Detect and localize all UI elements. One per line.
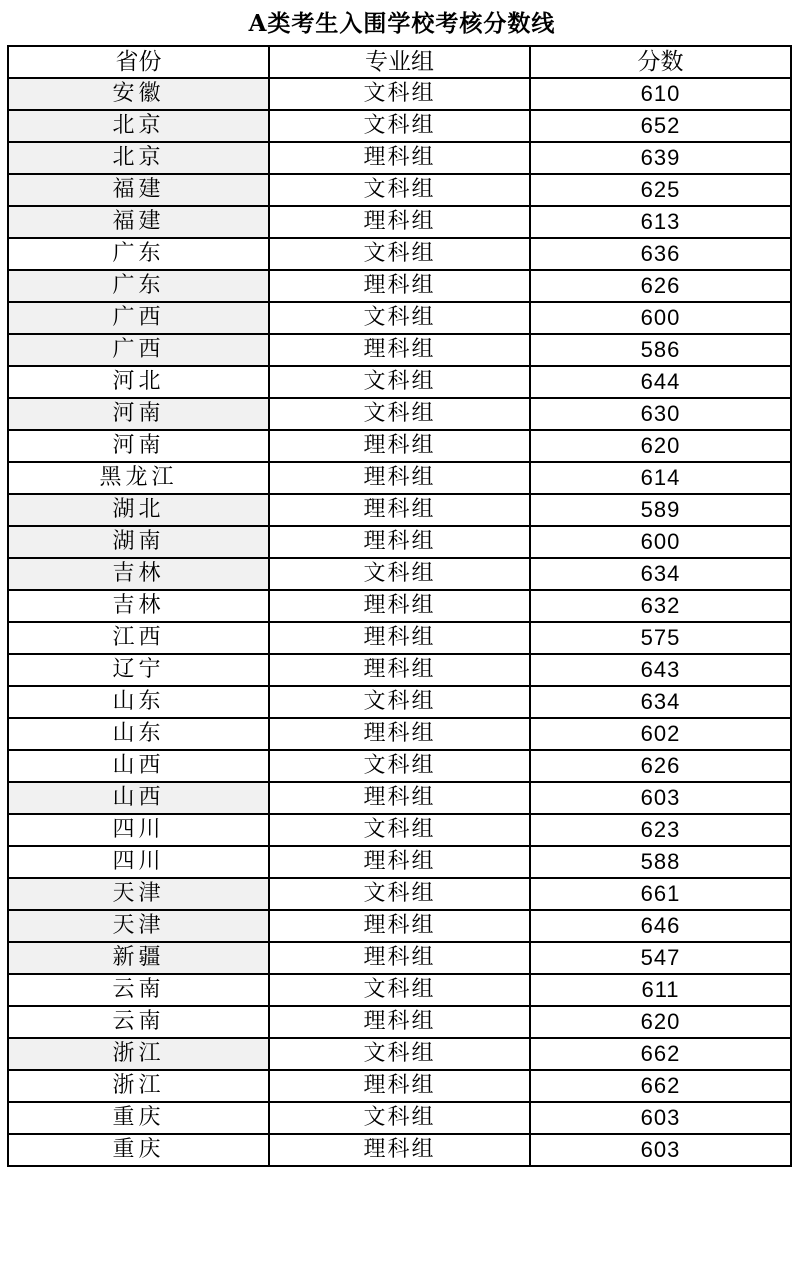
province-cell: 广东 bbox=[8, 238, 269, 270]
province-cell: 浙江 bbox=[8, 1070, 269, 1102]
score-cell: 626 bbox=[530, 750, 791, 782]
table-row bbox=[8, 1038, 791, 1070]
table-row bbox=[8, 590, 791, 622]
score-cell: 603 bbox=[530, 1134, 791, 1166]
table-row bbox=[8, 654, 791, 686]
group-cell: 文科组 bbox=[269, 974, 530, 1006]
group-cell: 理科组 bbox=[269, 270, 530, 302]
table-row bbox=[8, 238, 791, 270]
table-row bbox=[8, 110, 791, 142]
table-row bbox=[8, 526, 791, 558]
group-cell: 文科组 bbox=[269, 238, 530, 270]
score-cell: 586 bbox=[530, 334, 791, 366]
score-cell: 588 bbox=[530, 846, 791, 878]
table-row bbox=[8, 878, 791, 910]
province-cell: 广东 bbox=[8, 270, 269, 302]
table-row bbox=[8, 814, 791, 846]
table-row bbox=[8, 494, 791, 526]
table-body bbox=[8, 78, 791, 1166]
province-cell: 吉林 bbox=[8, 590, 269, 622]
province-cell: 广西 bbox=[8, 334, 269, 366]
table-row bbox=[8, 270, 791, 302]
score-cell: 662 bbox=[530, 1070, 791, 1102]
table-row bbox=[8, 910, 791, 942]
group-cell: 文科组 bbox=[269, 366, 530, 398]
table-row bbox=[8, 142, 791, 174]
group-cell: 理科组 bbox=[269, 590, 530, 622]
score-cell: 600 bbox=[530, 526, 791, 558]
table-row bbox=[8, 1006, 791, 1038]
province-cell: 福建 bbox=[8, 206, 269, 238]
table-row bbox=[8, 462, 791, 494]
province-cell: 湖北 bbox=[8, 494, 269, 526]
group-cell: 文科组 bbox=[269, 110, 530, 142]
group-cell: 文科组 bbox=[269, 878, 530, 910]
table-row bbox=[8, 398, 791, 430]
score-cell: 634 bbox=[530, 558, 791, 590]
group-cell: 文科组 bbox=[269, 398, 530, 430]
province-cell: 山东 bbox=[8, 718, 269, 750]
group-cell: 理科组 bbox=[269, 206, 530, 238]
province-cell: 湖南 bbox=[8, 526, 269, 558]
province-cell: 天津 bbox=[8, 910, 269, 942]
group-cell: 理科组 bbox=[269, 142, 530, 174]
group-cell: 文科组 bbox=[269, 750, 530, 782]
score-cell: 602 bbox=[530, 718, 791, 750]
table-row bbox=[8, 686, 791, 718]
header-group: 专业组 bbox=[269, 46, 530, 78]
table-row bbox=[8, 1070, 791, 1102]
score-cell: 575 bbox=[530, 622, 791, 654]
group-cell: 理科组 bbox=[269, 1006, 530, 1038]
province-cell: 北京 bbox=[8, 110, 269, 142]
score-cell: 644 bbox=[530, 366, 791, 398]
table-row bbox=[8, 622, 791, 654]
table-row bbox=[8, 174, 791, 206]
score-cell: 614 bbox=[530, 462, 791, 494]
group-cell: 理科组 bbox=[269, 1134, 530, 1166]
group-cell: 理科组 bbox=[269, 846, 530, 878]
table-row bbox=[8, 334, 791, 366]
table-row bbox=[8, 430, 791, 462]
page-title: A类考生入围学校考核分数线 bbox=[248, 10, 556, 37]
score-cell: 626 bbox=[530, 270, 791, 302]
province-cell: 辽宁 bbox=[8, 654, 269, 686]
province-cell: 云南 bbox=[8, 974, 269, 1006]
group-cell: 理科组 bbox=[269, 718, 530, 750]
score-cell: 643 bbox=[530, 654, 791, 686]
score-cell: 652 bbox=[530, 110, 791, 142]
group-cell: 文科组 bbox=[269, 302, 530, 334]
score-cell: 639 bbox=[530, 142, 791, 174]
province-cell: 福建 bbox=[8, 174, 269, 206]
score-cell: 636 bbox=[530, 238, 791, 270]
group-cell: 文科组 bbox=[269, 1102, 530, 1134]
score-cell: 632 bbox=[530, 590, 791, 622]
group-cell: 理科组 bbox=[269, 654, 530, 686]
province-cell: 吉林 bbox=[8, 558, 269, 590]
table-row bbox=[8, 718, 791, 750]
score-table bbox=[7, 45, 792, 1167]
score-cell: 603 bbox=[530, 782, 791, 814]
table-row bbox=[8, 846, 791, 878]
table-row bbox=[8, 974, 791, 1006]
score-cell: 610 bbox=[530, 78, 791, 110]
group-cell: 理科组 bbox=[269, 910, 530, 942]
score-cell: 646 bbox=[530, 910, 791, 942]
score-cell: 611 bbox=[530, 974, 791, 1006]
score-cell: 662 bbox=[530, 1038, 791, 1070]
province-cell: 广西 bbox=[8, 302, 269, 334]
group-cell: 文科组 bbox=[269, 78, 530, 110]
table-row bbox=[8, 1134, 791, 1166]
group-cell: 文科组 bbox=[269, 558, 530, 590]
table-row bbox=[8, 942, 791, 974]
province-cell: 重庆 bbox=[8, 1134, 269, 1166]
province-cell: 天津 bbox=[8, 878, 269, 910]
score-cell: 547 bbox=[530, 942, 791, 974]
group-cell: 理科组 bbox=[269, 526, 530, 558]
table-row bbox=[8, 366, 791, 398]
table-row bbox=[8, 206, 791, 238]
group-cell: 理科组 bbox=[269, 334, 530, 366]
score-cell: 634 bbox=[530, 686, 791, 718]
province-cell: 四川 bbox=[8, 846, 269, 878]
province-cell: 重庆 bbox=[8, 1102, 269, 1134]
province-cell: 河南 bbox=[8, 398, 269, 430]
header-row bbox=[8, 46, 791, 78]
group-cell: 文科组 bbox=[269, 814, 530, 846]
score-cell: 625 bbox=[530, 174, 791, 206]
province-cell: 江西 bbox=[8, 622, 269, 654]
score-cell: 589 bbox=[530, 494, 791, 526]
province-cell: 河南 bbox=[8, 430, 269, 462]
group-cell: 文科组 bbox=[269, 686, 530, 718]
province-cell: 山西 bbox=[8, 782, 269, 814]
table-row bbox=[8, 750, 791, 782]
score-cell: 613 bbox=[530, 206, 791, 238]
group-cell: 理科组 bbox=[269, 622, 530, 654]
province-cell: 黑龙江 bbox=[8, 462, 269, 494]
province-cell: 山西 bbox=[8, 750, 269, 782]
province-cell: 四川 bbox=[8, 814, 269, 846]
table-row bbox=[8, 78, 791, 110]
score-cell: 661 bbox=[530, 878, 791, 910]
score-cell: 620 bbox=[530, 430, 791, 462]
province-cell: 北京 bbox=[8, 142, 269, 174]
group-cell: 理科组 bbox=[269, 430, 530, 462]
group-cell: 理科组 bbox=[269, 494, 530, 526]
header-score: 分数 bbox=[530, 46, 791, 78]
table-row bbox=[8, 302, 791, 334]
group-cell: 理科组 bbox=[269, 1070, 530, 1102]
header-province: 省份 bbox=[8, 46, 269, 78]
province-cell: 安徽 bbox=[8, 78, 269, 110]
province-cell: 山东 bbox=[8, 686, 269, 718]
province-cell: 河北 bbox=[8, 366, 269, 398]
province-cell: 浙江 bbox=[8, 1038, 269, 1070]
group-cell: 文科组 bbox=[269, 1038, 530, 1070]
group-cell: 理科组 bbox=[269, 782, 530, 814]
table-header bbox=[8, 46, 791, 78]
group-cell: 理科组 bbox=[269, 942, 530, 974]
score-cell: 600 bbox=[530, 302, 791, 334]
table-row bbox=[8, 1102, 791, 1134]
group-cell: 理科组 bbox=[269, 462, 530, 494]
score-cell: 603 bbox=[530, 1102, 791, 1134]
score-cell: 620 bbox=[530, 1006, 791, 1038]
score-cell: 630 bbox=[530, 398, 791, 430]
province-cell: 云南 bbox=[8, 1006, 269, 1038]
table-row bbox=[8, 558, 791, 590]
score-cell: 623 bbox=[530, 814, 791, 846]
group-cell: 文科组 bbox=[269, 174, 530, 206]
province-cell: 新疆 bbox=[8, 942, 269, 974]
table-row bbox=[8, 782, 791, 814]
